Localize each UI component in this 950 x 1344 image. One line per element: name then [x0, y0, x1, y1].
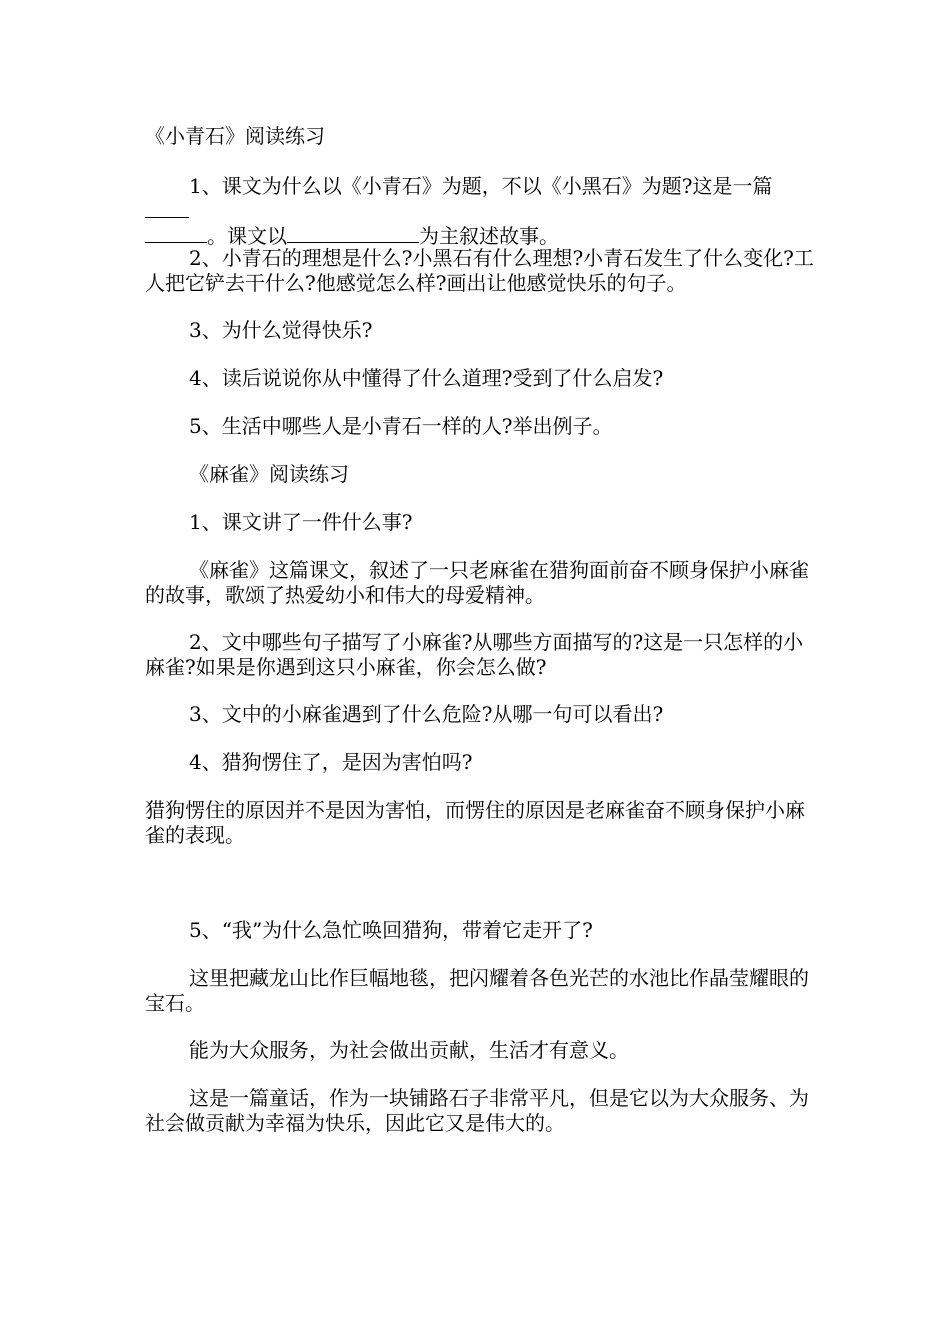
answer-blank-1a: [145, 199, 189, 218]
question-1-text-mid: 。课文以: [207, 224, 287, 248]
question-1-text-end: 为主叙述故事。: [419, 224, 559, 248]
paragraph-meaning: 能为大众服务，为社会做出贡献，生活才有意义。: [189, 1038, 629, 1062]
question-5: 5、生活中哪些人是小青石一样的人?举出例子。: [189, 414, 613, 438]
maque-question-5: 5、“我”为什么急忙唤回猎狗，带着它走开了?: [189, 918, 593, 942]
question-1: [145, 174, 815, 249]
maque-question-3: 3、文中的小麻雀遇到了什么危险?从哪一句可以看出?: [189, 702, 664, 726]
section-title-maque: 《麻雀》阅读练习: [189, 462, 349, 486]
maque-answer-4: 猎狗愣住的原因并不是因为害怕，而愣住的原因是老麻雀奋不顾身保护小麻雀的表现。: [145, 798, 805, 847]
maque-question-1: 1、课文讲了一件什么事?: [189, 510, 413, 534]
answer-blank-1b: [145, 224, 207, 243]
maque-question-4: 4、猎狗愣住了，是因为害怕吗?: [189, 750, 473, 774]
paragraph-fairy-tale: 这是一篇童话，作为一块铺路石子非常平凡，但是它以为大众服务、为社会做贡献为幸福为快乐，因此它又是伟大的。: [145, 1086, 809, 1135]
answer-blank-2: [287, 224, 419, 243]
question-2: 2、小青石的理想是什么?小黑石有什么理想?小青石发生了什么变化?工人把它铲去干什么?他感觉怎么样?画出让他感觉快乐的句子。: [145, 246, 814, 295]
maque-answer-1: 《麻雀》这篇课文，叙述了一只老麻雀在猎狗面前奋不顾身保护小麻雀的故事，歌颂了热爱幼小和伟大的母爱精神。: [145, 558, 809, 607]
section-title-xiaoqingshi: 《小青石》阅读练习: [145, 124, 325, 148]
maque-question-2: 2、文中哪些句子描写了小麻雀?从哪些方面描写的?这是一只怎样的小麻雀?如果是你遇到这只小麻雀，你会怎么做?: [145, 630, 804, 679]
paragraph-metaphor: 这里把藏龙山比作巨幅地毯，把闪耀着各色光芒的水池比作晶莹耀眼的宝石。: [145, 966, 809, 1015]
question-4: 4、读后说说你从中懂得了什么道理?受到了什么启发?: [189, 366, 664, 390]
question-1-text: 1、课文为什么以《小青石》为题，不以《小黑石》为题?这是一篇: [189, 174, 773, 198]
question-3: 3、为什么觉得快乐?: [189, 318, 373, 342]
